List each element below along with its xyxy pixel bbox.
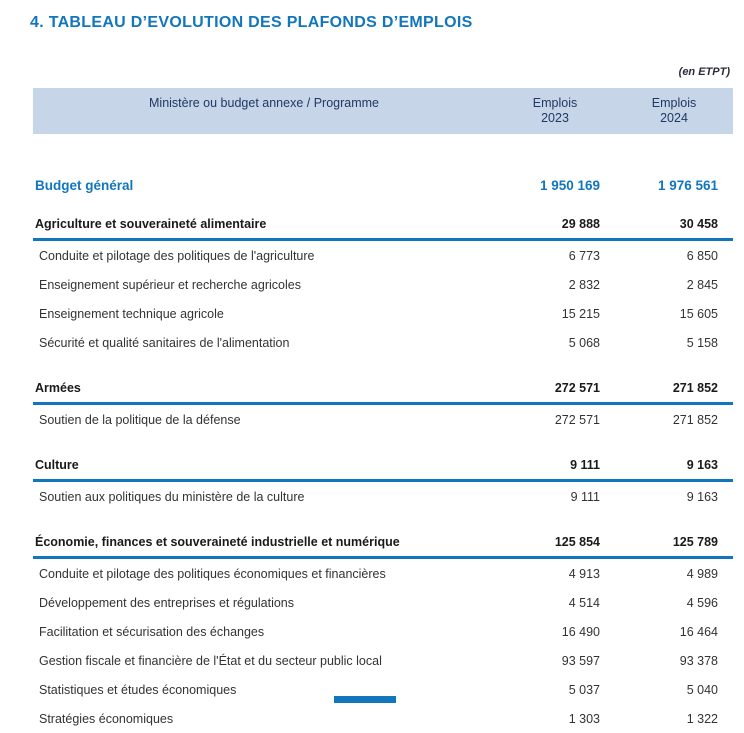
program-value-2023: 15 215 [561, 306, 600, 321]
section-value-2023: 29 888 [561, 217, 600, 231]
section-agriculture [33, 211, 733, 357]
program-label: Statistiques et études économiques [39, 682, 237, 697]
table-row [33, 617, 733, 646]
section-label: Culture [35, 458, 79, 472]
program-label: Développement des entreprises et régulations [39, 595, 295, 610]
program-value-2024: 2 845 [686, 277, 718, 292]
program-value-2023: 4 913 [568, 566, 600, 581]
program-value-2023: 272 571 [554, 412, 600, 427]
section-culture [33, 452, 733, 511]
program-value-2024: 4 596 [686, 595, 718, 610]
program-value-2024: 271 852 [672, 412, 718, 427]
program-value-2023: 93 597 [561, 653, 600, 668]
program-label: Facilitation et sécurisation des échanges [39, 624, 265, 639]
table-row [33, 704, 733, 733]
section-value-2024: 271 852 [672, 381, 718, 395]
table-row [33, 241, 733, 270]
column-header-2023-line2: 2023 [541, 111, 569, 125]
section-header-row [33, 211, 733, 241]
column-header-2023 [495, 88, 615, 134]
program-label: Stratégies économiques [39, 711, 174, 726]
table-row [33, 405, 733, 434]
employment-ceilings-table [33, 88, 733, 733]
total-row-value-2024: 1 976 561 [657, 178, 718, 193]
column-header-2024 [615, 88, 733, 134]
total-row-label: Budget général [35, 178, 134, 193]
page-footer-mark [334, 696, 396, 703]
section-header-row [33, 529, 733, 559]
section-value-2023: 272 571 [554, 381, 600, 395]
program-label: Sécurité et qualité sanitaires de l'alimentation [39, 335, 290, 350]
table-row [33, 646, 733, 675]
table-row [33, 559, 733, 588]
total-row-budget-general [33, 178, 733, 193]
table-row [33, 270, 733, 299]
program-value-2024: 6 850 [686, 248, 718, 263]
program-value-2023: 16 490 [561, 624, 600, 639]
program-value-2023: 4 514 [568, 595, 600, 610]
table-row [33, 299, 733, 328]
program-label: Gestion fiscale et financière de l'État et du secteur public local [39, 653, 382, 668]
total-row-value-2023: 1 950 169 [539, 178, 600, 193]
program-value-2024: 93 378 [679, 653, 718, 668]
column-header-ministry: Ministère ou budget annexe / Programme [149, 96, 379, 110]
program-value-2023: 6 773 [568, 248, 600, 263]
section-value-2024: 30 458 [679, 217, 718, 231]
table-row [33, 588, 733, 617]
unit-note: (en ETPT) [678, 66, 730, 78]
program-value-2024: 4 989 [686, 566, 718, 581]
program-label: Conduite et pilotage des politiques de l'agriculture [39, 248, 315, 263]
program-value-2024: 1 322 [686, 711, 718, 726]
program-value-2023: 5 068 [568, 335, 600, 350]
section-value-2023: 125 854 [554, 535, 600, 549]
section-value-2023: 9 111 [570, 458, 600, 472]
program-label: Enseignement supérieur et recherche agricoles [39, 277, 301, 292]
program-value-2024: 16 464 [679, 624, 718, 639]
page-title: 4. TABLEAU D’EVOLUTION DES PLAFONDS D’EMPLOIS [30, 14, 473, 31]
program-value-2023: 5 037 [568, 682, 600, 697]
section-header-row [33, 375, 733, 405]
program-label: Conduite et pilotage des politiques économiques et financières [39, 566, 386, 581]
table-header-row [33, 88, 733, 134]
program-value-2024: 9 163 [686, 489, 718, 504]
program-value-2023: 9 111 [570, 489, 600, 504]
section-value-2024: 9 163 [686, 458, 718, 472]
program-value-2024: 5 158 [686, 335, 718, 350]
program-value-2023: 1 303 [568, 711, 600, 726]
column-header-2023-line1: Emplois [532, 96, 578, 110]
section-value-2024: 125 789 [672, 535, 718, 549]
program-value-2023: 2 832 [568, 277, 600, 292]
section-label: Économie, finances et souveraineté industrielle et numérique [35, 535, 400, 549]
program-label: Enseignement technique agricole [39, 306, 224, 321]
program-value-2024: 5 040 [686, 682, 718, 697]
column-header-2024-line2: 2024 [660, 111, 688, 125]
program-label: Soutien aux politiques du ministère de la culture [39, 489, 305, 504]
section-label: Armées [35, 381, 81, 395]
section-header-row [33, 452, 733, 482]
column-header-2024-line1: Emplois [651, 96, 697, 110]
table-row [33, 328, 733, 357]
table-row [33, 482, 733, 511]
program-value-2024: 15 605 [679, 306, 718, 321]
section-armees [33, 375, 733, 434]
section-label: Agriculture et souveraineté alimentaire [35, 217, 267, 231]
program-label: Soutien de la politique de la défense [39, 412, 241, 427]
